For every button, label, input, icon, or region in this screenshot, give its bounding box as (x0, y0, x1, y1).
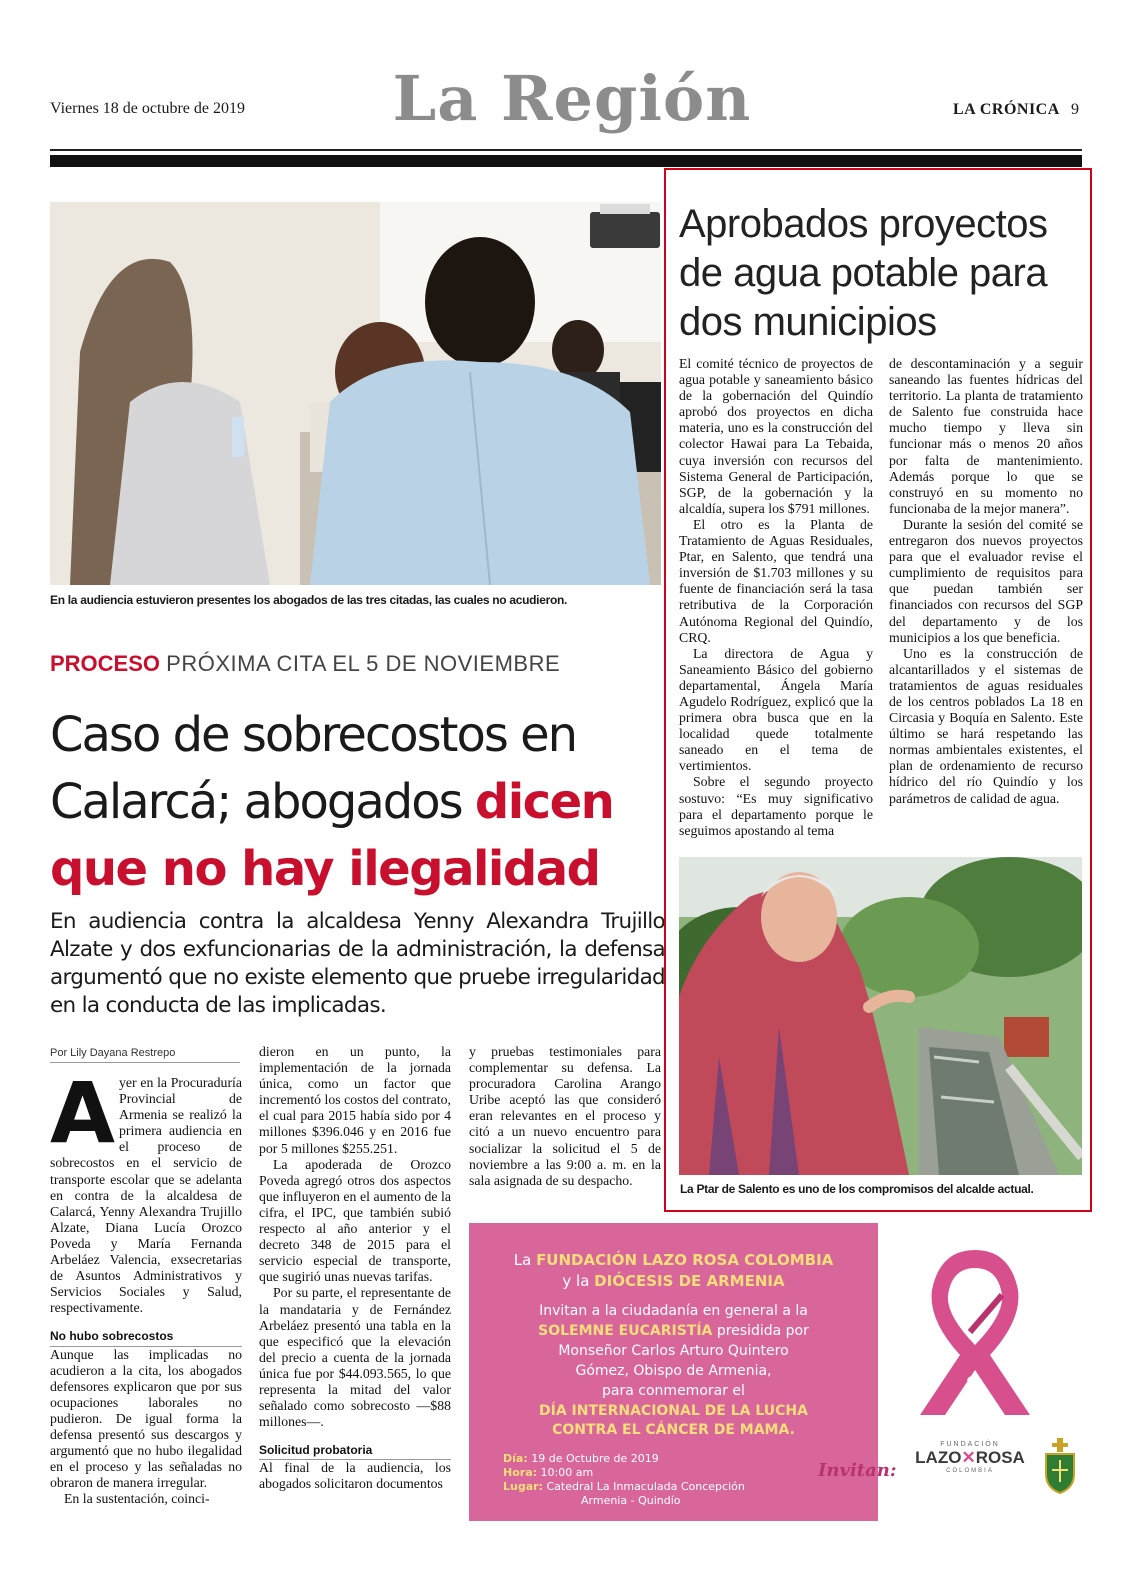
box-col1-paragraph-3: La directora de Agua y Saneamiento Básico del gobierno departamental, Ángela María Agudelo Rodríguez, explicó que la primera obra busca que en la localidad quede totalmente saneado en el tema de vertimientos. (679, 645, 873, 774)
drop-cap: A (50, 1075, 116, 1162)
ad-line1-plain: La (513, 1251, 537, 1269)
ptar-photo-caption: La Ptar de Salento es uno de los compromisos del alcalde actual. (680, 1182, 1034, 1196)
col2-paragraph-4: Al final de la audiencia, los abogados solicitaron documentos (259, 1460, 451, 1492)
ad-invitan-label: Invitan: (818, 1460, 897, 1481)
article-deck: En audiencia contra la alcaldesa Yenny Alexandra Trujillo Alzate y dos exfuncionarias de la administración, la defensa argumentó que no existe elemento que pruebe irregularidad en la conducta de las implicadas. (50, 909, 665, 1018)
headline-line-2-red: dicen (474, 774, 614, 830)
headline-line-2-plain: Calarcá; abogados (50, 774, 475, 830)
ptar-salento-photo (679, 857, 1082, 1175)
box-col2-paragraph-3: Uno es la construcción de alcantarillados y el sistemas de tratamientos de aguas residuales de los centros poblados La 18 en Circasia y Boquía en Salento. Este último se hará respetando las normas ambientales existentes, el plan de ordenamiento de recurso hídrico del río Quindío y los parámetros de calidad de agua. (889, 645, 1083, 806)
hearing-photo (50, 202, 661, 585)
diocese-coat-of-arms-icon (1042, 1438, 1078, 1494)
article-column-2 (259, 1044, 451, 1515)
header-rule-thick (50, 155, 1082, 167)
logo-sub-text: COLOMBIA (946, 1468, 994, 1474)
pink-ribbon-icon (910, 1240, 1040, 1420)
ad-line4-yellow: SOLEMNE EUCARISTÍA (538, 1323, 713, 1339)
ad-bishop-line-2: Gómez, Obispo de Armenia, (575, 1363, 772, 1379)
newspaper-brand: LA CRÓNICA (953, 101, 1060, 118)
ad-commemorate-line: para conmemorar el (602, 1383, 745, 1399)
logo-left: LAZO (915, 1448, 962, 1467)
headline-line-3: que no hay ilegalidad (50, 841, 600, 897)
ad-eucharist-line (469, 1322, 878, 1341)
col1-paragraph-3: En la sustentación, coinci- (64, 1491, 210, 1507)
col2-paragraph-3: Por su parte, el representante de la mandataria y de Fernández Arbeláez presentó una tabla en la que especificó que la elevación del precio a cuenta de la jornada única fue por $44.093.565, lo que representa la mitad del valor señalado como sobrecosto —$88 millones—. (259, 1285, 451, 1430)
article-byline: Por Lily Dayana Restrepo (50, 1047, 240, 1063)
logo-wordmark (906, 1448, 1034, 1468)
box-col1-paragraph-1: El comité técnico de proyectos de agua potable y saneamiento básico de la gobernación del Quindío aprobó dos proyectos en dicha materia, uno es la construcción del colector Hawai para La Tebaida, cuya inversión con recursos del Sistema General de Participación, SGP, de la gobernación y la alcaldía, supera los $791 millones. (679, 356, 873, 516)
section-title: La Región (392, 62, 752, 135)
ad-place-row-2: Armenia - Quindío (581, 1494, 681, 1507)
ad-invite-line: Invitan a la ciudadanía en general a la (539, 1303, 808, 1319)
ad-place-label: Lugar: (503, 1480, 543, 1493)
kicker-label: PROCESO (50, 651, 161, 676)
lazo-rosa-logo (906, 1441, 1034, 1474)
ad-time-row (503, 1466, 863, 1480)
headline-line-1: Caso de sobrecostos en (50, 707, 577, 763)
ad-time-value: 10:00 am (540, 1466, 594, 1479)
ptar-salento-illustration (679, 857, 1082, 1175)
box-column-1 (679, 356, 873, 844)
subhead-solicitud-probatoria: Solicitud probatoria (259, 1442, 451, 1460)
ad-foundation-line (469, 1250, 878, 1270)
kicker-text: PRÓXIMA CITA EL 5 DE NOVIEMBRE (166, 651, 561, 676)
ad-day-line-2: CONTRA EL CÁNCER DE MAMA. (552, 1422, 795, 1438)
ad-diocese-line (469, 1271, 878, 1291)
box-col1-paragraph-4: Sobre el segundo proyecto sostuvo: “Es muy significativo para el departamento porque le seguimos apostando al tema (679, 774, 873, 838)
page-number: 9 (1071, 101, 1079, 118)
hearing-photo-caption: En la audiencia estuvieron presentes los abogados de las tres citadas, las cuales no acudieron. (50, 593, 568, 607)
subhead-no-sobrecostos: No hubo sobrecostos (50, 1328, 242, 1346)
logo-right: ROSA (975, 1448, 1025, 1467)
ad-date-label: Día: (503, 1452, 528, 1465)
ad-date-row (503, 1452, 863, 1466)
article-column-3 (469, 1044, 661, 1204)
ad-day-line-1: DÍA INTERNACIONAL DE LA LUCHA (539, 1403, 808, 1419)
logo-ribbon-glyph: ✕ (961, 1448, 976, 1467)
ad-place-row (503, 1480, 863, 1494)
ad-place-value: Catedral La Inmaculada Concepción (546, 1480, 745, 1493)
logo-top-text: FUNDACIÓN (940, 1441, 1000, 1448)
headline-line-2 (50, 769, 690, 836)
box-col2-paragraph-2: Durante la sesión del comité se entregaron dos nuevos proyectos para que el evaluador revise el cumplimiento de requisitos para que puedan también ser financiados con recursos del SGP del departamento y de los municipios a los que beneficia. (889, 516, 1083, 645)
ad-line2-plain: y la (562, 1272, 595, 1290)
box-col2-paragraph-1: de descontaminación y a seguir saneando las fuentes hídricas del territorio. La planta de tratamiento de Salento fue construida hace mucho tiempo y lleva sin funcionar más o menos 20 años por falta de mantenimiento. Además porque lo que se construyó en su momento no funcionaba de la mejor manera”. (889, 356, 1083, 516)
box-column-2 (889, 356, 1083, 844)
box-article-title: Aprobados proyectos de agua potable para dos municipios (679, 202, 1048, 344)
header-rule-thin (50, 149, 1082, 151)
col2-paragraph-1: dieron en un punto, la implementación de la jornada única, como un factor que incrementó los costos del contrato, el cual para 2015 había sido por 4 millones $396.046 y en 2016 fue por 5 millones $255.251. (259, 1044, 451, 1156)
ad-line4-plain: presidida por (712, 1323, 809, 1339)
ad-event-details (503, 1452, 863, 1508)
ad-time-label: Hora: (503, 1466, 538, 1479)
article-headline (50, 702, 690, 903)
col1-paragraph-2: Aunque las implicadas no acudieron a la cita, los abogados defensores explicaron que por sus ocupaciones laborales no pudieron. De igual forma la defensa presentó sus descargos y argumentó que no hubo ilegalidad en el proceso y las señaladas no obraron de manera irregular. (50, 1346, 242, 1491)
box-col1-paragraph-2: El otro es la Planta de Tratamiento de Aguas Residuales, Ptar, en Salento, que tendrá una inversión de $1.703 millones y su fuente de financiación será la tasa retributiva de la Corporación Autónoma Regional del Quindío, CRQ. (679, 516, 873, 645)
hearing-photo-illustration (50, 202, 661, 585)
col2-paragraph-2: La apoderada de Orozco Poveda agregó otros dos aspectos que influyeron en el aumento de la cifra, el IPC, que también subió respecto al año anterior y el decreto 348 de 2015 para el servicio especial de transporte, que sugirió unas nuevas tarifas. (259, 1156, 451, 1285)
ad-line2-yellow: DIÓCESIS DE ARMENIA (594, 1272, 785, 1290)
ad-line1-yellow: FUNDACIÓN LAZO ROSA COLOMBIA (536, 1251, 834, 1269)
issue-date: Viernes 18 de octubre de 2019 (50, 100, 245, 117)
ad-bishop-line-1: Monseñor Carlos Arturo Quintero (558, 1343, 789, 1359)
col3-paragraph-1: y pruebas testimoniales para complementar su defensa. La procuradora Carolina Arango Uribe aceptó las que consideró eran relevantes en el proceso y citó a un nuevo encuentro para socializar la solicitud el 5 de noviembre a las 9:00 a. m. en la sala asignada de su despacho. (469, 1044, 661, 1188)
article-kicker (50, 651, 560, 677)
ad-date-value: 19 de Octubre de 2019 (531, 1452, 659, 1465)
article-column-1 (50, 1075, 242, 1515)
col1-paragraph-1: yer en la Procuraduría Provincial de Armenia se realizó la primera audiencia en el proceso de sobrecostos en el servicio de transporte escolar que se adelanta en contra de la alcaldesa de Calarcá, Yenny Alexandra Trujillo Alzate, Diana Lucía Orozco Poveda y María Fernanda Arbeláez Valencia, exsecretarias de Asuntos Administrativos y Servicios Sociales y Salud, respectivamente. (50, 1075, 242, 1316)
